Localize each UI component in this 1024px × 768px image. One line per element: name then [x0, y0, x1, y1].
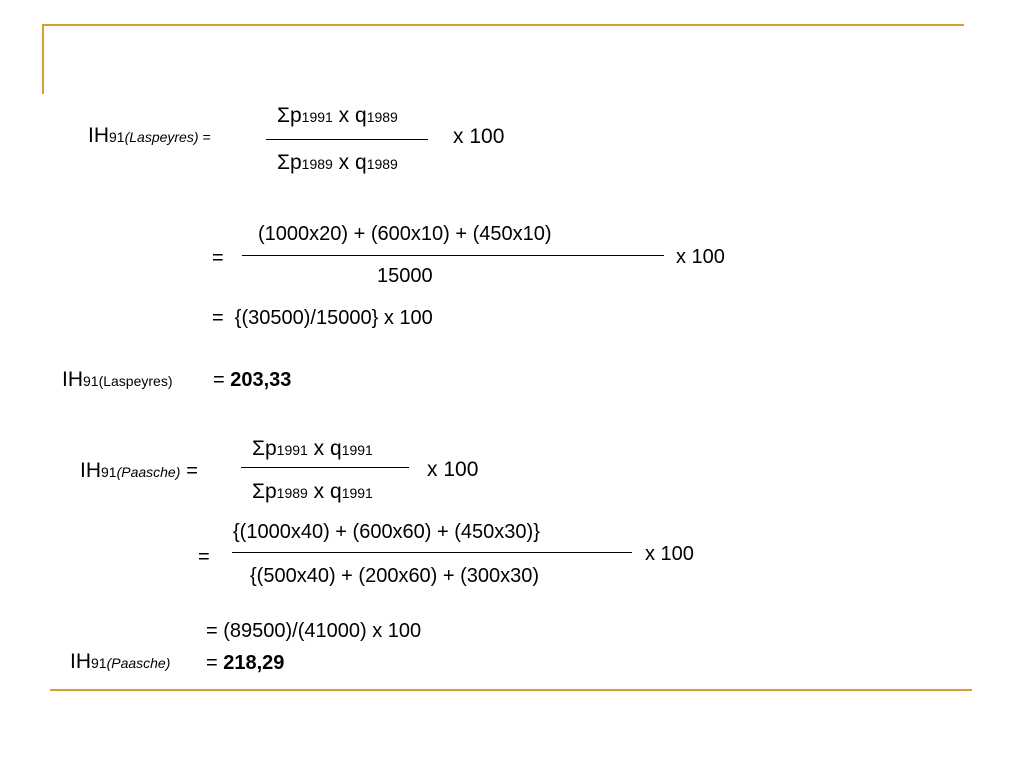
- laspeyres-intermediate-step: = {(30500)/15000} x 100: [212, 307, 433, 329]
- laspeyres-result: [213, 369, 291, 392]
- num-op: x q: [332, 104, 367, 127]
- paasche-intermediate-step: = (89500)/(41000) x 100: [206, 620, 422, 642]
- lhs-sub: 91: [91, 655, 107, 671]
- result-value: 203,33: [230, 369, 292, 391]
- result-equals: =: [213, 369, 225, 391]
- laspeyres-subst-equals: =: [212, 247, 224, 269]
- den-sub2: 1989: [366, 156, 398, 172]
- lhs-main: IH: [70, 650, 91, 673]
- laspeyres-formula-lhs: [88, 124, 211, 148]
- result-equals: =: [206, 652, 218, 674]
- paasche-subst-numerator: {(1000x40) + (600x60) + (450x30)}: [233, 521, 540, 543]
- lhs-label: (Paasche): [116, 464, 181, 480]
- laspeyres-formula-multiplier: x 100: [453, 125, 505, 148]
- lhs-equals: =: [186, 460, 198, 482]
- den-sym: Σp: [252, 480, 277, 503]
- laspeyres-formula-denominator: [277, 151, 398, 175]
- bottom-accent-rule: [50, 689, 972, 691]
- num-sub2: 1991: [341, 442, 373, 458]
- result-value: 218,29: [223, 652, 285, 674]
- laspeyres-subst-multiplier: x 100: [676, 246, 725, 268]
- laspeyres-subst-denominator: 15000: [377, 265, 433, 287]
- paasche-result: [206, 652, 284, 675]
- num-sub1: 1991: [276, 442, 308, 458]
- num-op: x q: [307, 437, 342, 460]
- laspeyres-formula-numerator: [277, 104, 398, 128]
- num-sym: Σp: [277, 104, 302, 127]
- lhs-sub: 91: [101, 464, 117, 480]
- laspeyres-fraction-line: [266, 139, 428, 140]
- num-sym: Σp: [252, 437, 277, 460]
- paasche-fraction-line: [241, 467, 409, 468]
- den-op: x q: [307, 480, 342, 503]
- laspeyres-subst-numerator: (1000x20) + (600x10) + (450x10): [258, 223, 552, 245]
- paasche-formula-multiplier: x 100: [427, 458, 479, 481]
- paasche-formula-lhs: [80, 459, 198, 483]
- den-sym: Σp: [277, 151, 302, 174]
- left-accent-rule: [42, 24, 44, 94]
- paasche-formula-numerator: [252, 437, 373, 461]
- laspeyres-subst-fraction-line: [242, 255, 664, 256]
- paasche-subst-fraction-line: [232, 552, 632, 553]
- paasche-subst-equals: =: [198, 546, 210, 568]
- lhs-main: IH: [88, 124, 109, 147]
- paasche-formula-denominator: [252, 480, 373, 504]
- lhs-label: (Paasche): [106, 655, 171, 671]
- den-op: x q: [332, 151, 367, 174]
- laspeyres-result-lhs: [62, 368, 173, 392]
- den-sub1: 1989: [301, 156, 333, 172]
- top-accent-rule: [42, 24, 964, 26]
- paasche-result-lhs: [70, 650, 170, 674]
- lhs-label: (Laspeyres) =: [124, 129, 211, 145]
- num-sub2: 1989: [366, 109, 398, 125]
- den-sub1: 1989: [276, 485, 308, 501]
- lhs-sub: 91(Laspeyres): [83, 373, 173, 389]
- lhs-sub: 91: [109, 129, 125, 145]
- paasche-subst-denominator: {(500x40) + (200x60) + (300x30): [250, 565, 540, 587]
- den-sub2: 1991: [341, 485, 373, 501]
- num-sub1: 1991: [301, 109, 333, 125]
- lhs-main: IH: [62, 368, 83, 391]
- lhs-main: IH: [80, 459, 101, 482]
- paasche-subst-multiplier: x 100: [645, 543, 694, 565]
